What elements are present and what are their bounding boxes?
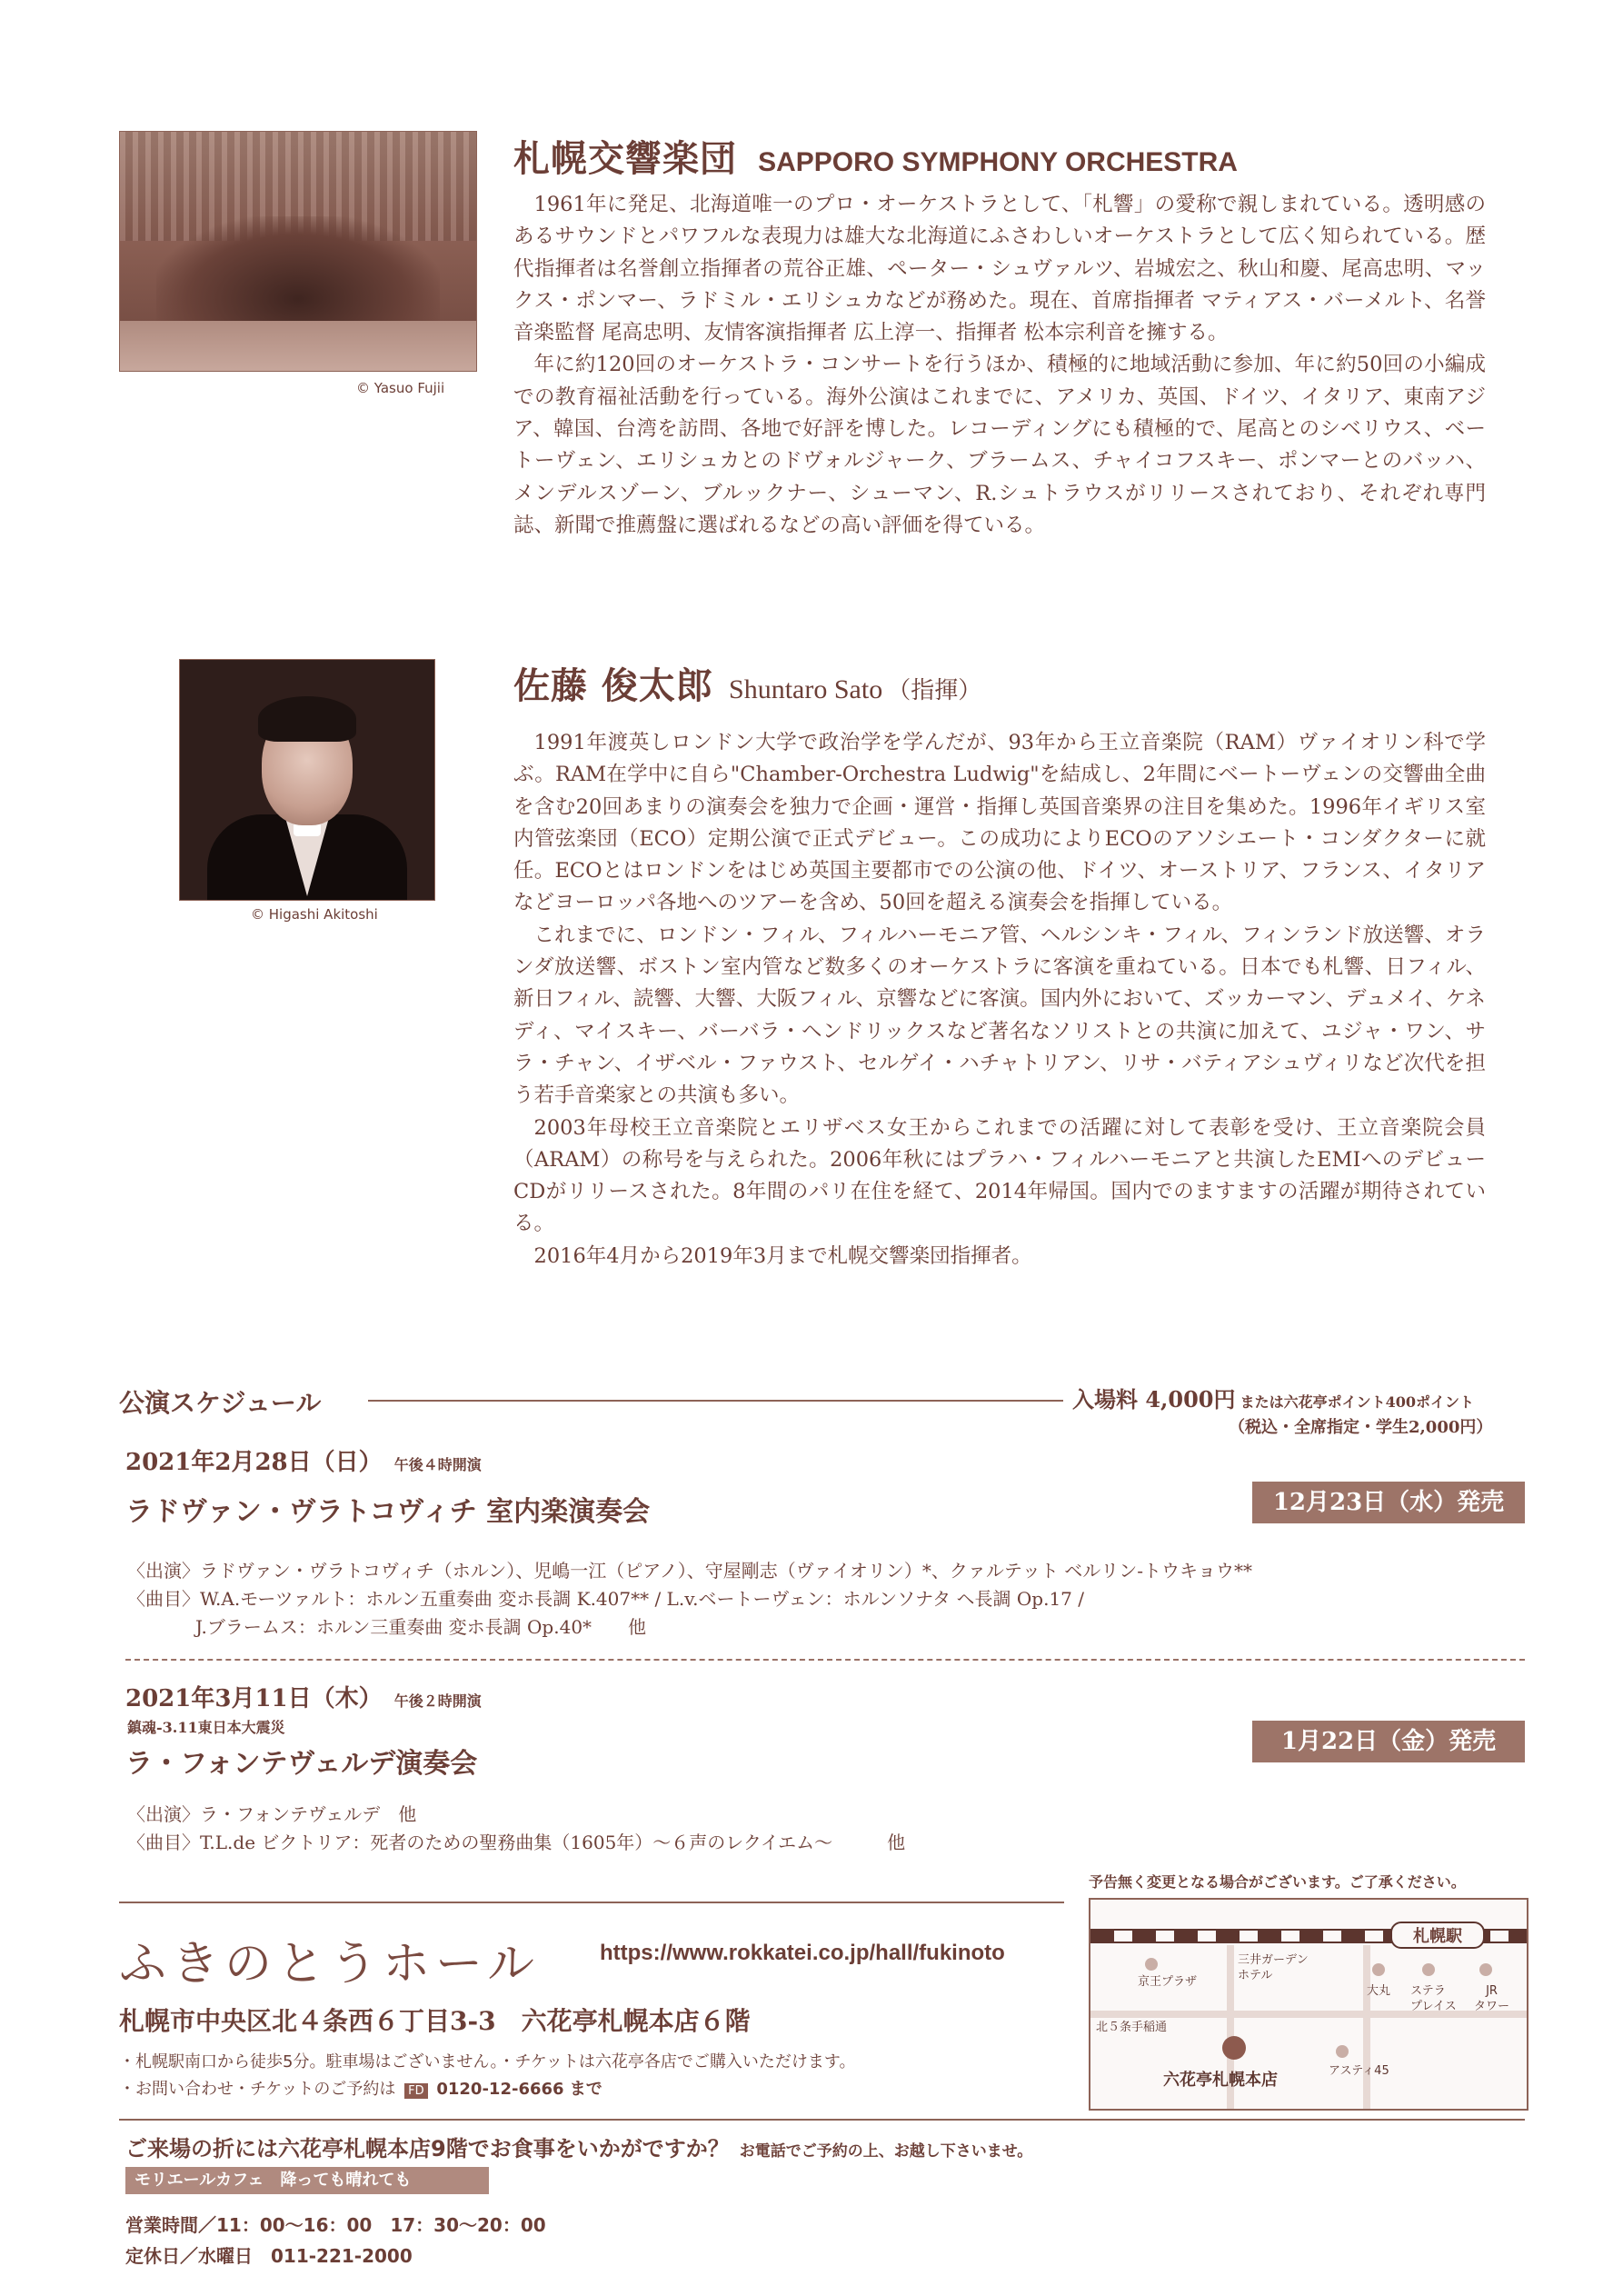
concert-1-line: J.ブラームス：ホルン三重奏曲 変ホ長調 Op.40* 他 xyxy=(195,1616,647,1638)
jr-marker xyxy=(1479,1963,1492,1976)
asty-label: アスティ45 xyxy=(1329,2064,1389,2078)
venue-name: ふきのとうホール xyxy=(119,1937,540,1992)
station-label: 札幌駅 xyxy=(1390,1922,1485,1949)
concert-1-title: ラドヴァン・ヴラトコヴィチ 室内楽演奏会 xyxy=(125,1496,651,1528)
concert-2-subtitle: 鎮魂-3.11東日本大震災 xyxy=(127,1719,285,1736)
cafe-headline-note: お電話でご予約の上、お越し下さいませ。 xyxy=(739,2142,1033,2161)
asty-marker xyxy=(1336,2045,1349,2058)
conductor-name-en: Shuntaro Sato xyxy=(729,674,883,704)
venue-info: ・札幌駅南口から徒歩5分。駐車場はございません。・チケットは六花亭各店でご購入いただけます。 xyxy=(119,2052,856,2071)
conductor-bio xyxy=(513,727,1486,1273)
concert-2-line: 〈出演〉ラ・フォンテヴェルデ 他 xyxy=(127,1803,417,1825)
concert-date: 2021年3月11日（木） xyxy=(125,1685,383,1712)
keio-label: 京王プラザ xyxy=(1138,1975,1198,1989)
concert-2-date xyxy=(125,1680,482,1713)
cafe-headline: ご来場の折には六花亭札幌本店9階でお食事をいかがですか？ xyxy=(125,2136,730,2161)
conductor-bio-paragraph: これまでに、ロンドン・フィル、フィルハーモニア管、ヘルシンキ・フィル、フィンランド放送響、オランダ放送響、ボストン室内管など数多くのオーケストラに客演を重ねている。日本でも札響、日フィル、新日フィル、読響、大響、大阪フィル、京響などに客演。国内外において、ズッカーマン、デュメイ、ケネディ、マイスキー、バーバラ・ヘンドリックスなど著名なソリストとの共演に加えて、ユジャ・ワン、サラ・チャン、イザベル・ファウスト、セルゲイ・ハチャトリアン、リサ・バティアシュヴィリなど次代を担う若手音楽家との共演も多い。 xyxy=(513,923,1486,1108)
street-label: 北５条手稲通 xyxy=(1096,2021,1168,2034)
orchestra-photo-credit: © Yasuo Fujii xyxy=(356,380,445,396)
fee-label: 入場料 4,000円 xyxy=(1072,1386,1236,1413)
orchestra-name-ja: 札幌交響楽団 xyxy=(513,137,737,180)
cafe-closed: 定休日／水曜日 011-221-2000 xyxy=(125,2245,413,2267)
mitsui-label: 三井ガーデン ホテル xyxy=(1238,1953,1309,1982)
footer-rule xyxy=(119,2119,1525,2121)
conductor-role: （指揮） xyxy=(887,677,982,704)
concert-time: 午後２時開演 xyxy=(393,1692,482,1710)
orchestra-bio-paragraph: 1961年に発足、北海道唯一のプロ・オーケストラとして、「札響」の愛称で親しまれている。透明感のあるサウンドとパワフルな表現力は雄大な北海道にふさわしいオーケストラとして広く知られている。歴代指揮者は名誉創立指揮者の荒谷正雄、ペーター・シュヴァルツ、岩城宏之、秋山和慶、尾高忠明、マックス・ポンマー、ラドミル・エリシュカなどが務めた。現在、首席指揮者 マティアス・バーメルト、名誉音楽監督 尾高忠明、友情客演指揮者 広上淳一、指揮者 松本宗利音を擁する。 xyxy=(513,193,1486,345)
venue-url[interactable]: https://www.rokkatei.co.jp/hall/fukinoto xyxy=(600,1941,1005,1965)
venue-map-label: 六花亭札幌本店 xyxy=(1163,2071,1278,2090)
venue-map xyxy=(1089,1898,1528,2111)
street-line xyxy=(1090,2011,1527,2018)
concert-1-line: 〈出演〉ラドヴァン・ヴラトコヴィチ（ホルン）、児嶋一江（ピアノ）、守屋剛志（ヴァイオリン）*、クァルテット ベルリン-トウキョウ** xyxy=(127,1560,1253,1582)
change-notice: 予告無く変更となる場合がございます。ご了承ください。 xyxy=(1089,1873,1466,1891)
concert-time: 午後４時開演 xyxy=(393,1456,482,1473)
cafe-banner: モリエールカフェ 降っても晴れても xyxy=(125,2167,489,2194)
daimaru-label: 大丸 xyxy=(1367,1984,1391,1998)
concert-2-sale-badge: 1月22日（金）発売 xyxy=(1252,1721,1525,1762)
fee-points: または六花亭ポイント400ポイント xyxy=(1240,1393,1475,1411)
schedule-title: 公演スケジュール xyxy=(119,1388,322,1418)
cafe-hours: 営業時間／11：00～16：00 17：30～20：00 xyxy=(125,2214,546,2236)
conductor-heading xyxy=(513,657,981,709)
freedial-icon: FD xyxy=(404,2083,428,2099)
venue-rule xyxy=(119,1902,1064,1903)
contact-phone: 0120-12-6666 まで xyxy=(436,2080,602,2099)
fee xyxy=(1072,1382,1474,1413)
keio-marker xyxy=(1145,1958,1158,1971)
orchestra-bio xyxy=(513,189,1486,542)
concert-date: 2021年2月28日（日） xyxy=(125,1449,383,1476)
concert-divider xyxy=(125,1659,1525,1661)
venue-marker xyxy=(1222,2036,1246,2060)
conductor-photo-credit: © Higashi Akitoshi xyxy=(251,906,378,923)
fee-note: （税込・全席指定・学生2,000円） xyxy=(1229,1418,1493,1437)
conductor-bio-paragraph: 1991年渡英しロンドン大学で政治学を学んだが、93年から王立音楽院（RAM）ヴァイオリン科で学ぶ。RAM在学中に自ら"Chamber-Orchestra Ludwig"を結成し、2年間にベートーヴェンの交響曲全曲を含む20回あまりの演奏会を独力で企画・運営・指揮し英国音楽界の注目を集めた。1996年イギリス室内管弦楽団（ECO）定期公演で正式デビュー。この成功によりECOのアソシエート・コンダクターに就任。ECOとはロンドンをはじめ英国主要都市での公演の他、ドイツ、オーストリア、フランス、イタリアなどヨーロッパ各地へのツアーを含め、50回を超える演奏会を指揮している。 xyxy=(513,731,1486,915)
orchestra-name-en: SAPPORO SYMPHONY ORCHESTRA xyxy=(758,147,1238,177)
orchestra-photo xyxy=(119,131,477,372)
stellar-marker xyxy=(1422,1963,1435,1976)
conductor-bio-paragraph: 2016年4月から2019年3月まで札幌交響楽団指揮者。 xyxy=(533,1243,1032,1268)
concert-1-sale-badge: 12月23日（水）発売 xyxy=(1252,1482,1525,1523)
concert-1-line: 〈曲目〉W.A.モーツァルト：ホルン五重奏曲 変ホ長調 K.407** / L.v.ベートーヴェン：ホルンソナタ ヘ長調 Op.17 / xyxy=(127,1588,1084,1610)
concert-2-line: 〈曲目〉T.L.de ビクトリア：死者のための聖務曲集（1605年）～６声のレクイエム～ 他 xyxy=(127,1832,906,1853)
street-line xyxy=(1363,1945,1370,2109)
conductor-bio-paragraph: 2003年母校王立音楽院とエリザベス女王からこれまでの活躍に対して表彰を受け、王立音楽院会員（ARAM）の称号を与えられた。2006年秋にはプラハ・フィルハーモニアと共演したEMIへのデビューCDがリリースされた。8年間のパリ在住を経て、2014年帰国。国内でのますますの活躍が期待されている。 xyxy=(513,1115,1486,1236)
orchestra-bio-paragraph: 年に約120回のオーケストラ・コンサートを行うほか、積極的に地域活動に参加、年に約50回の小編成での教育福祉活動を行っている。海外公演はこれまでに、アメリカ、英国、ドイツ、イタリア、東南アジア、韓国、台湾を訪問、各地で好評を博した。レコーディングにも積極的で、尾高とのシベリウス、ベートーヴェン、エリシュカとのドヴォルジャーク、ブラームス、チャイコフスキー、ポンマーとのバッハ、メンデルスゾーン、ブルックナー、シューマン、R.シュトラウスがリリースされており、それぞれ専門誌、新聞で推薦盤に選ばれるなどの高い評価を得ている。 xyxy=(513,353,1486,537)
jr-label: JR タワー xyxy=(1474,1984,1510,2013)
conductor-photo xyxy=(179,659,435,901)
venue-contact xyxy=(119,2076,602,2100)
footer-headline xyxy=(125,2131,1032,2162)
conductor-name-ja: 佐藤 俊太郎 xyxy=(513,664,713,707)
stellar-label: ステラ プレイス xyxy=(1410,1984,1457,2013)
concert-1-date xyxy=(125,1443,482,1477)
contact-label: ・お問い合わせ・チケットのご予約は xyxy=(119,2080,396,2099)
venue-address: 札幌市中央区北４条西６丁目3-3 六花亭札幌本店６階 xyxy=(119,2006,751,2036)
daimaru-marker xyxy=(1372,1963,1385,1976)
orchestra-heading xyxy=(513,130,1238,182)
concert-2-title: ラ・フォンテヴェルデ演奏会 xyxy=(125,1748,478,1780)
schedule-rule xyxy=(368,1400,1063,1402)
